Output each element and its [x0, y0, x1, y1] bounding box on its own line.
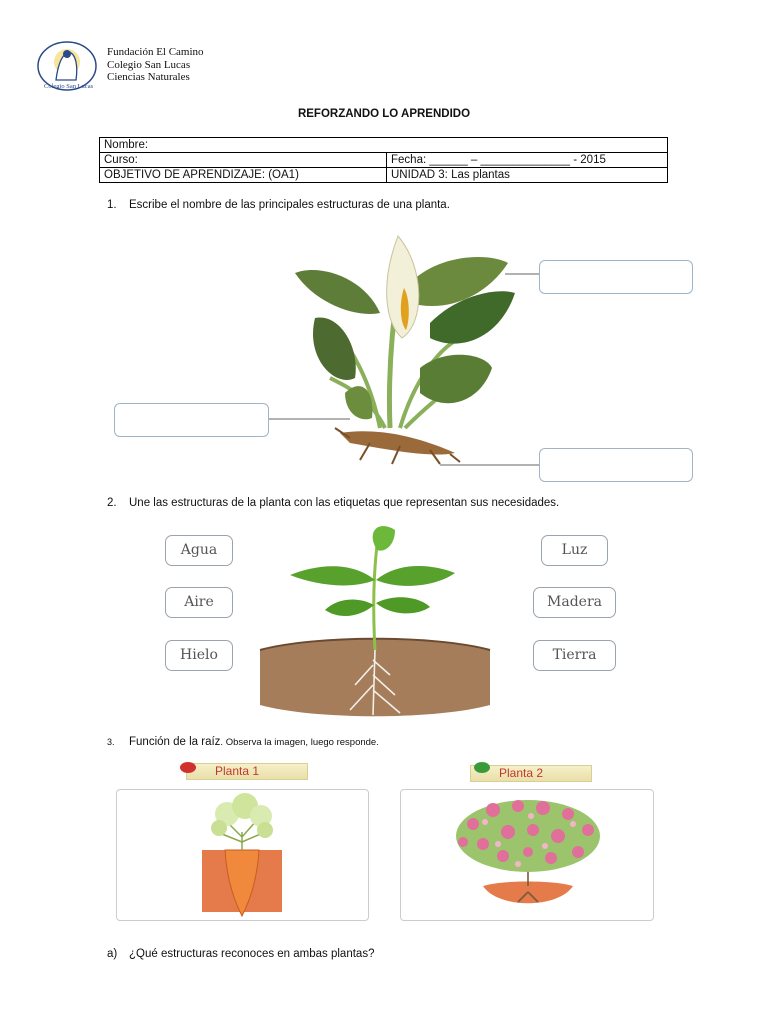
- plant-1-frame: [116, 789, 369, 921]
- subject-name: Ciencias Naturales: [107, 71, 190, 83]
- green-pin-icon: [474, 762, 490, 773]
- question-3-number: 3.: [107, 737, 115, 747]
- carrot-illustration: [197, 792, 287, 917]
- question-3: [107, 736, 379, 748]
- red-pin-icon: [180, 762, 196, 773]
- foundation-name: Fundación El Camino: [107, 46, 204, 58]
- question-2-number: 2.: [107, 497, 117, 509]
- question-a: [107, 948, 374, 960]
- question-3-instructions: . Observa la imagen, luego responde.: [220, 737, 379, 748]
- plant-1-tag: [186, 763, 308, 780]
- unidad-cell: UNIDAD 3: Las plantas: [387, 168, 668, 183]
- label-agua[interactable]: Agua: [165, 535, 233, 566]
- question-2-text: Une las estructuras de la planta con las etiquetas que representan sus necesidades.: [129, 497, 560, 509]
- label-luz[interactable]: Luz: [541, 535, 608, 566]
- seedling-illustration: [255, 525, 495, 725]
- curso-field[interactable]: Curso:: [100, 153, 387, 168]
- label-hielo[interactable]: Hielo: [165, 640, 233, 671]
- fecha-field[interactable]: Fecha: ______ – ______________ - 2015: [387, 153, 668, 168]
- label-aire[interactable]: Aire: [165, 587, 233, 618]
- nombre-field[interactable]: Nombre:: [100, 138, 668, 153]
- question-1-text: Escribe el nombre de las principales estructuras de una planta.: [129, 199, 450, 211]
- school-name: Colegio San Lucas: [107, 58, 191, 71]
- question-a-text: ¿Qué estructuras reconoces en ambas plantas?: [129, 948, 375, 960]
- question-1-number: 1.: [107, 199, 117, 211]
- question-3-title: Función de la raíz: [129, 736, 221, 748]
- flowering-bush-illustration: [443, 794, 613, 919]
- objetivo-cell: OBJETIVO DE APRENDIZAJE: (OA1): [100, 168, 387, 183]
- plant-2-label: Planta 2: [499, 766, 544, 780]
- plant-1-label: Planta 1: [215, 764, 260, 778]
- label-tierra[interactable]: Tierra: [533, 640, 616, 671]
- question-2: [107, 497, 559, 509]
- label-madera[interactable]: Madera: [533, 587, 616, 618]
- plant-2-frame: [400, 789, 654, 921]
- svg-text:Colegio San Lucas: Colegio San Lucas: [44, 83, 94, 90]
- page-title: REFORZANDO LO APRENDIDO: [297, 108, 471, 120]
- question-a-number: a): [107, 948, 118, 960]
